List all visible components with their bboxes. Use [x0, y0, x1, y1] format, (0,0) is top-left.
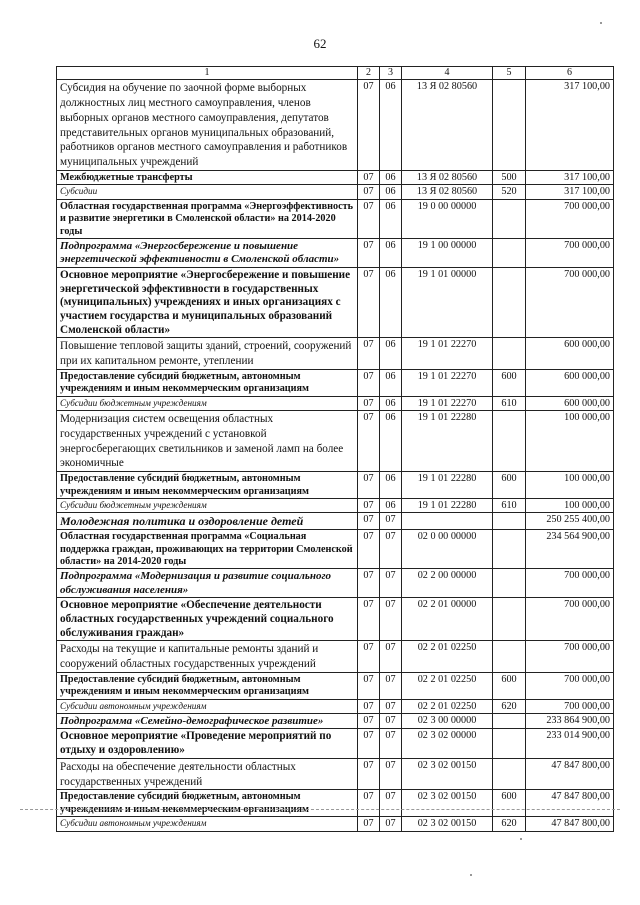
row-subsection-code: 06: [380, 170, 402, 184]
row-expense-type: 600: [493, 369, 526, 396]
row-target-article: 13 Я 02 80560: [402, 170, 493, 184]
bottom-divider: [20, 809, 620, 810]
scan-speck: [520, 838, 522, 840]
row-target-article: 13 Я 02 80560: [402, 80, 493, 171]
row-subsection-code: 06: [380, 411, 402, 472]
row-expense-type: 600: [493, 472, 526, 499]
row-name-cell: Молодежная политика и оздоровление детей: [57, 513, 358, 530]
row-expense-type: [493, 199, 526, 238]
row-subsection-code: 06: [380, 267, 402, 337]
row-subsection-code: 07: [380, 817, 402, 831]
row-subsection-code: 06: [380, 472, 402, 499]
row-section-code: 07: [358, 530, 380, 569]
row-expense-type: 610: [493, 396, 526, 410]
row-name-cell: Основное мероприятие «Энергосбережение и повышение энергетической эффективности в государственных (муниципальных) учреждениях и иных организациях с участием государства и муниципальных образований Смоленской области»: [57, 267, 358, 337]
row-expense-type: [493, 239, 526, 268]
row-name-cell: Подпрограмма «Энергосбережение и повышение энергетической эффективности в Смоленской области»: [57, 239, 358, 268]
scan-speck: [600, 22, 602, 24]
row-target-article: 19 1 01 00000: [402, 267, 493, 337]
table-row: [57, 369, 614, 396]
row-subsection-code: 06: [380, 80, 402, 171]
row-amount: 700 000,00: [526, 598, 614, 641]
row-expense-type: 600: [493, 672, 526, 699]
row-target-article: 02 3 02 00000: [402, 729, 493, 758]
row-expense-type: [493, 80, 526, 171]
table-row: [57, 338, 614, 370]
row-name-cell: Субсидии бюджетным учреждениям: [57, 499, 358, 513]
row-target-article: 19 0 00 00000: [402, 199, 493, 238]
row-name-cell: Предоставление субсидий бюджетным, автономным учреждениям и иным некоммерческим организациям: [57, 790, 358, 817]
row-amount: 100 000,00: [526, 411, 614, 472]
table-row: [57, 598, 614, 641]
table-row: [57, 729, 614, 758]
header-col-6: 6: [526, 67, 614, 80]
row-amount: 700 000,00: [526, 267, 614, 337]
table-row: [57, 513, 614, 530]
row-subsection-code: 06: [380, 338, 402, 370]
row-name-cell: Предоставление субсидий бюджетным, автономным учреждениям и иным некоммерческим организациям: [57, 472, 358, 499]
table-row: [57, 170, 614, 184]
row-section-code: 07: [358, 817, 380, 831]
row-subsection-code: 07: [380, 699, 402, 713]
row-subsection-code: 07: [380, 513, 402, 530]
row-target-article: 02 2 01 00000: [402, 598, 493, 641]
row-section-code: 07: [358, 714, 380, 729]
row-amount: 47 847 800,00: [526, 758, 614, 790]
row-target-article: 19 1 01 22270: [402, 396, 493, 410]
row-expense-type: [493, 758, 526, 790]
row-amount: 700 000,00: [526, 199, 614, 238]
row-amount: 600 000,00: [526, 369, 614, 396]
row-section-code: 07: [358, 513, 380, 530]
table-row: [57, 714, 614, 729]
header-col-4: 4: [402, 67, 493, 80]
row-expense-type: 520: [493, 185, 526, 199]
row-target-article: [402, 513, 493, 530]
row-amount: 700 000,00: [526, 699, 614, 713]
row-amount: 250 255 400,00: [526, 513, 614, 530]
table-row: [57, 569, 614, 598]
table-row: [57, 758, 614, 790]
row-section-code: 07: [358, 80, 380, 171]
row-amount: 317 100,00: [526, 185, 614, 199]
row-name-cell: Расходы на текущие и капитальные ремонты зданий и сооружений областных государственных учреждений: [57, 641, 358, 673]
table-row: [57, 641, 614, 673]
row-expense-type: [493, 714, 526, 729]
row-section-code: 07: [358, 267, 380, 337]
row-section-code: 07: [358, 758, 380, 790]
budget-table: [56, 66, 614, 832]
row-expense-type: 620: [493, 699, 526, 713]
table-row: [57, 185, 614, 199]
table-row: [57, 472, 614, 499]
row-section-code: 07: [358, 338, 380, 370]
row-subsection-code: 07: [380, 672, 402, 699]
row-target-article: 02 0 00 00000: [402, 530, 493, 569]
row-subsection-code: 07: [380, 714, 402, 729]
row-target-article: 19 1 01 22280: [402, 411, 493, 472]
row-amount: 233 864 900,00: [526, 714, 614, 729]
row-target-article: 19 1 00 00000: [402, 239, 493, 268]
row-target-article: 02 2 01 02250: [402, 699, 493, 713]
row-expense-type: [493, 338, 526, 370]
row-subsection-code: 06: [380, 239, 402, 268]
row-section-code: 07: [358, 170, 380, 184]
row-amount: 234 564 900,00: [526, 530, 614, 569]
table-row: [57, 672, 614, 699]
row-target-article: 13 Я 02 80560: [402, 185, 493, 199]
header-col-3: 3: [380, 67, 402, 80]
row-target-article: 19 1 01 22280: [402, 499, 493, 513]
row-target-article: 02 2 01 02250: [402, 641, 493, 673]
row-target-article: 02 3 02 00150: [402, 758, 493, 790]
table-row: [57, 790, 614, 817]
row-amount: 47 847 800,00: [526, 817, 614, 831]
row-amount: 100 000,00: [526, 499, 614, 513]
table-row: [57, 199, 614, 238]
header-col-5: 5: [493, 67, 526, 80]
row-subsection-code: 07: [380, 758, 402, 790]
row-target-article: 02 3 00 00000: [402, 714, 493, 729]
header-row: [57, 67, 614, 80]
row-target-article: 19 1 01 22270: [402, 369, 493, 396]
row-name-cell: Областная государственная программа «Социальная поддержка граждан, проживающих на территории Смоленской области» на 2014-2020 годы: [57, 530, 358, 569]
row-section-code: 07: [358, 598, 380, 641]
row-name-cell: Межбюджетные трансферты: [57, 170, 358, 184]
row-subsection-code: 07: [380, 641, 402, 673]
row-name-cell: Субсидии: [57, 185, 358, 199]
row-subsection-code: 06: [380, 185, 402, 199]
row-expense-type: [493, 569, 526, 598]
row-target-article: 19 1 01 22280: [402, 472, 493, 499]
table-row: [57, 817, 614, 831]
row-expense-type: 500: [493, 170, 526, 184]
row-subsection-code: 07: [380, 569, 402, 598]
row-amount: 700 000,00: [526, 569, 614, 598]
table-row: [57, 267, 614, 337]
row-section-code: 07: [358, 672, 380, 699]
row-amount: 47 847 800,00: [526, 790, 614, 817]
row-target-article: 02 2 00 00000: [402, 569, 493, 598]
row-subsection-code: 06: [380, 369, 402, 396]
table-body: [57, 80, 614, 831]
scan-speck: [470, 874, 472, 876]
row-name-cell: Расходы на обеспечение деятельности областных государственных учреждений: [57, 758, 358, 790]
row-name-cell: Субсидии автономным учреждениям: [57, 817, 358, 831]
table-row: [57, 80, 614, 171]
row-section-code: 07: [358, 790, 380, 817]
row-name-cell: Субсидия на обучение по заочной форме выборных должностных лиц местного самоуправления, членов выборных органов местного самоуправления, депутатов представительных органов муниципальных образований, работников органов местного самоуправления и работников муниципальных учреждений: [57, 80, 358, 171]
row-section-code: 07: [358, 641, 380, 673]
row-name-cell: Субсидии бюджетным учреждениям: [57, 396, 358, 410]
row-expense-type: 620: [493, 817, 526, 831]
row-expense-type: [493, 530, 526, 569]
row-expense-type: 610: [493, 499, 526, 513]
row-amount: 600 000,00: [526, 396, 614, 410]
row-target-article: 02 3 02 00150: [402, 817, 493, 831]
row-amount: 100 000,00: [526, 472, 614, 499]
row-name-cell: Модернизация систем освещения областных государственных учреждений с установкой энергосберегающих светильников и заменой ламп на более экономичные: [57, 411, 358, 472]
table-row: [57, 239, 614, 268]
table-row: [57, 411, 614, 472]
row-target-article: 02 3 02 00150: [402, 790, 493, 817]
row-target-article: 19 1 01 22270: [402, 338, 493, 370]
row-amount: 700 000,00: [526, 672, 614, 699]
table-row: [57, 396, 614, 410]
row-section-code: 07: [358, 699, 380, 713]
row-name-cell: Основное мероприятие «Обеспечение деятельности областных государственных учреждений социального обслуживания граждан»: [57, 598, 358, 641]
row-amount: 600 000,00: [526, 338, 614, 370]
row-section-code: 07: [358, 472, 380, 499]
row-subsection-code: 07: [380, 729, 402, 758]
row-section-code: 07: [358, 729, 380, 758]
row-subsection-code: 06: [380, 199, 402, 238]
row-expense-type: [493, 641, 526, 673]
row-expense-type: [493, 411, 526, 472]
row-amount: 317 100,00: [526, 170, 614, 184]
row-subsection-code: 06: [380, 396, 402, 410]
row-subsection-code: 07: [380, 790, 402, 817]
row-name-cell: Областная государственная программа «Энергоэффективность и развитие энергетики в Смоленской области» на 2014-2020 годы: [57, 199, 358, 238]
row-amount: 700 000,00: [526, 239, 614, 268]
row-name-cell: Подпрограмма «Семейно-демографическое развитие»: [57, 714, 358, 729]
row-section-code: 07: [358, 569, 380, 598]
row-section-code: 07: [358, 369, 380, 396]
row-name-cell: Предоставление субсидий бюджетным, автономным учреждениям и иным некоммерческим организациям: [57, 369, 358, 396]
row-section-code: 07: [358, 396, 380, 410]
row-subsection-code: 07: [380, 530, 402, 569]
row-subsection-code: 06: [380, 499, 402, 513]
row-section-code: 07: [358, 239, 380, 268]
table-row: [57, 499, 614, 513]
row-target-article: 02 2 01 02250: [402, 672, 493, 699]
row-expense-type: 600: [493, 790, 526, 817]
row-expense-type: [493, 598, 526, 641]
row-amount: 317 100,00: [526, 80, 614, 171]
row-section-code: 07: [358, 185, 380, 199]
row-name-cell: Повышение тепловой защиты зданий, строений, сооружений при их капитальном ремонте, утеплении: [57, 338, 358, 370]
row-name-cell: Подпрограмма «Модернизация и развитие социального обслуживания населения»: [57, 569, 358, 598]
table-row: [57, 530, 614, 569]
row-amount: 233 014 900,00: [526, 729, 614, 758]
row-subsection-code: 07: [380, 598, 402, 641]
table-row: [57, 699, 614, 713]
row-name-cell: Основное мероприятие «Проведение мероприятий по отдыху и оздоровлению»: [57, 729, 358, 758]
page-number: 62: [313, 36, 327, 51]
header-col-1: 1: [57, 67, 358, 80]
row-amount: 700 000,00: [526, 641, 614, 673]
row-name-cell: Предоставление субсидий бюджетным, автономным учреждениям и иным некоммерческим организациям: [57, 672, 358, 699]
row-section-code: 07: [358, 411, 380, 472]
row-expense-type: [493, 513, 526, 530]
row-expense-type: [493, 729, 526, 758]
row-section-code: 07: [358, 199, 380, 238]
header-col-2: 2: [358, 67, 380, 80]
row-expense-type: [493, 267, 526, 337]
row-section-code: 07: [358, 499, 380, 513]
row-name-cell: Субсидии автономным учреждениям: [57, 699, 358, 713]
